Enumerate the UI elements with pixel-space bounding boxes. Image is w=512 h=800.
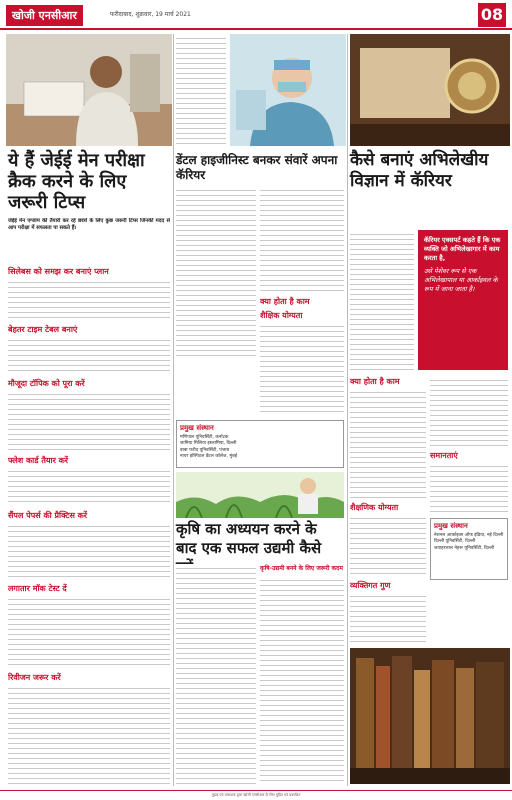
left-headline: ये हैं जेईई मेन परीक्षा क्रैक करने के लिए जरूरी टिप्स [8,150,145,213]
middle-body-3 [260,322,344,412]
archive-institute-item: जवाहरलाल नेहरू यूनिवर्सिटी, दिल्ली [434,545,495,551]
left-body-2 [8,336,170,374]
middle-headline: डेंटल हाइजीनिस्ट बनकर संवारें अपना कॅरियर [176,153,338,182]
agri-body-2 [260,576,344,784]
column-divider-2 [347,34,348,786]
expert-quote-title: कॅरियर एक्सपर्ट कहते हैं कि एक व्यक्ति जो अभिलेखागार में काम करता है, [424,236,501,262]
dental-institute-item: जामिया मिलिया इस्लामिया, दिल्ली [180,441,237,447]
left-body-3 [8,390,170,450]
right-body-5 [350,514,426,574]
left-subhead-6: लगातार मॉक टेस्ट दें [8,584,67,593]
dental-institute-item: मणिपाल यूनिवर्सिटी, कर्नाटक [180,435,229,440]
dental-institutes-title: प्रमुख संस्थान [180,424,214,432]
agri-subhead-1: कृषि-उद्यमी बनने के लिए जरूरी कदम [260,565,343,572]
footer-imprint: मुद्रक एवं प्रकाशक द्वारा खोजी एनसीआर के लिए मुद्रित एवं प्रकाशित [0,790,512,800]
dental-institute-item: नायर हॉस्पिटल डेंटल कॉलेज, मुंबई [180,454,237,460]
page-number: 08 [478,3,506,27]
left-subhead-2: बेहतर टाइम टेबल बनाएं [8,325,78,334]
left-subhead-1: सिलेबस को समझ कर बनाएं प्लान [8,267,109,276]
left-subhead-5: सैंपल पेपर्स की प्रैक्टिस करें [8,511,88,520]
archive-institute-item: नेशनल आर्काइव्स ऑफ इंडिया, नई दिल्ली [434,533,504,538]
left-body-6 [8,595,170,667]
right-body-3 [430,376,508,446]
left-subhead-4: फ्लेश कार्ड तैयार करें [8,456,69,465]
right-body-2 [350,388,426,498]
middle-body-1 [176,186,256,356]
right-body-6 [350,592,426,642]
masthead [0,0,512,30]
left-subhead-7: रिवीजन जरूर करें [8,673,61,682]
left-body-7 [8,684,170,784]
right-subhead-2: समानताएं [430,451,458,460]
right-subhead-4: व्यक्तिगत गुण [350,581,391,590]
middle-body-2 [260,186,344,292]
right-body-1 [350,230,414,370]
dental-photo [230,34,346,146]
right-headline: कैसे बनाएं अभिलेखीय विज्ञान में कॅरियर [350,150,489,191]
dental-intro-text [176,34,226,146]
student-photo [6,34,172,146]
archive-photo [350,34,510,146]
right-subhead-1: क्या होता है काम [350,377,400,386]
brand-label: खोजी एनसीआर [6,5,83,26]
edition-dateline: फरीदाबाद, शुक्रवार, 19 मार्च 2021 [110,11,191,18]
left-subhead-3: मौजूदा टॉपिक को पूरा करें [8,379,85,388]
agriculture-photo [176,472,344,518]
right-subhead-3: शैक्षणिक योग्यता [350,503,399,512]
expert-quote-box [418,230,508,370]
left-body-5 [8,522,170,578]
archive-institute-item: दिल्ली यूनिवर्सिटी, दिल्ली [434,539,476,545]
archive-institutes-title: प्रमुख संस्थान [434,522,468,530]
dental-institutes-box [176,420,344,468]
middle-subhead-1: क्या होता है काम [260,297,310,306]
column-divider-1 [173,34,174,786]
right-body-4 [430,462,508,512]
left-intro: जेईई मेन एग्जाम की तैयारी कर रहे छात्रों के लिए कुछ जरूरी टिप्स जिनकी मदद से आप परीक्षा में सफलता पा सकते हैं। [8,218,170,231]
left-body-1 [8,278,170,320]
expert-quote-body: उसे पेशेवर रूप से एक अभिलेखापाल या आर्काइवल के रूप में जाना जाता है। [424,267,498,293]
middle-subhead-2: शैक्षिक योग्यता [260,311,303,320]
archive-institutes-box [430,518,508,580]
agriculture-headline: कृषि का अध्ययन करने के बाद एक सफल उद्यमी कैसे [176,520,322,557]
agri-body-1 [176,564,256,784]
books-photo [350,648,510,784]
dental-institute-item: बाबा फरीद यूनिवर्सिटी, पंजाब [180,447,230,453]
left-body-4 [8,467,170,505]
